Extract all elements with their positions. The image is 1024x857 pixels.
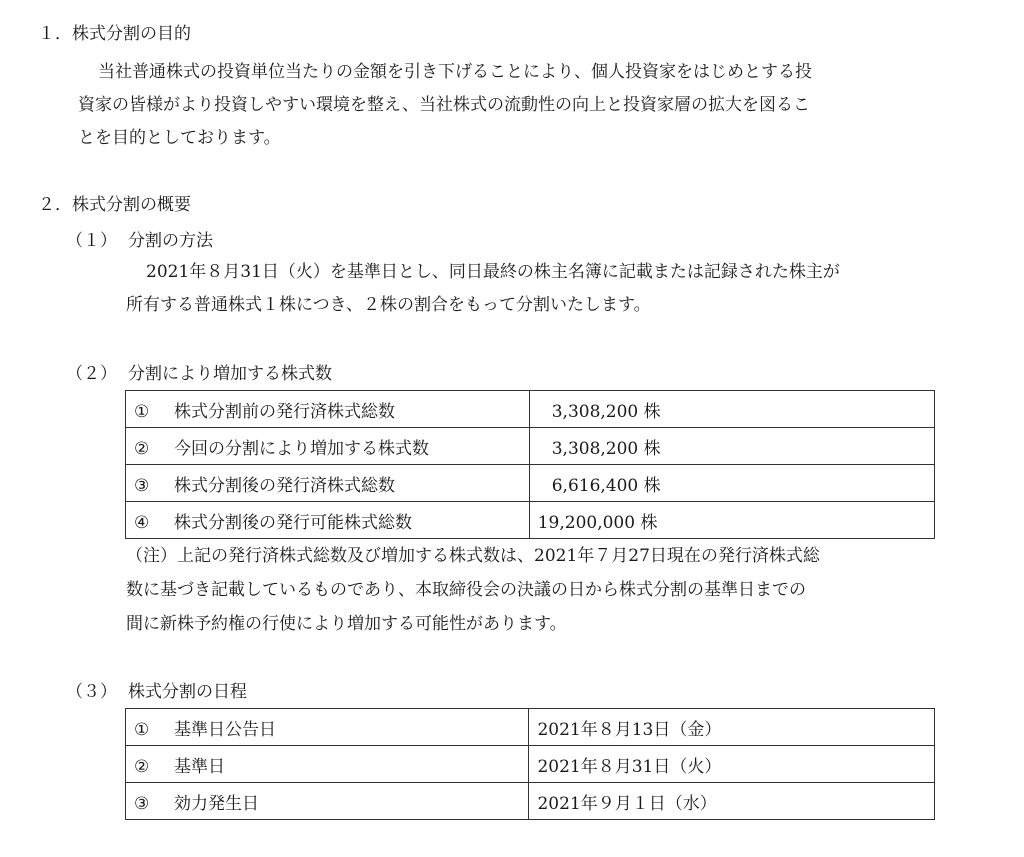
- row-value: 2021年８月13日（金）: [537, 719, 722, 740]
- row-value: 2021年９月１日（水）: [537, 793, 717, 814]
- sub1-line-2: 所有する普通株式１株につき、２株の割合をもって分割いたします。: [126, 295, 651, 315]
- note-line-3: 間に新株予約権の行使により増加する可能性があります。: [126, 614, 567, 634]
- row-value: 2021年８月31日（火）: [537, 756, 722, 777]
- table-cell-value: [529, 746, 935, 783]
- table-cell-label: [126, 709, 529, 746]
- sub2-title: 分割により増加する株式数: [128, 364, 332, 384]
- share-increase-table: [125, 390, 935, 539]
- row-mark: ①: [134, 401, 150, 422]
- table-cell-label: [126, 391, 530, 428]
- table-cell-value: [529, 783, 935, 820]
- schedule-table: [125, 708, 935, 820]
- table-cell-value: [529, 502, 934, 539]
- table-cell-label: [126, 783, 529, 820]
- note-line-1: （注）上記の発行済株式総数及び増加する株式数は、2021年７月27日現在の発行済株式総: [126, 546, 820, 566]
- row-mark: ②: [134, 438, 150, 459]
- table-cell-value: [529, 428, 934, 465]
- sub3-label: （３）: [66, 682, 117, 702]
- table-cell-value: [529, 465, 934, 502]
- row-value: 3,308,200 株: [551, 438, 661, 459]
- row-label: 基準日公告日: [174, 719, 276, 740]
- table-row: [126, 465, 935, 502]
- row-mark: ②: [134, 756, 150, 777]
- table-row: [126, 709, 935, 746]
- table-cell-value: [529, 709, 935, 746]
- note-line-2: 数に基づき記載しているものであり、本取締役会の決議の日から株式分割の基準日までの: [126, 580, 806, 600]
- table-cell-label: [126, 502, 530, 539]
- row-value: 3,308,200 株: [551, 401, 661, 422]
- section-1-line-1: 当社普通株式の投資単位当たりの金額を引き下げることにより、個人投資家をはじめとする投: [98, 62, 812, 82]
- table-cell-label: [126, 428, 530, 465]
- section-1-line-2: 資家の皆様がより投資しやすい環境を整え、当社株式の流動性の向上と投資家層の拡大を図るこ: [78, 95, 811, 115]
- row-label: 今回の分割により増加する株式数: [174, 438, 429, 459]
- row-label: 株式分割前の発行済株式総数: [174, 401, 395, 422]
- table-row: [126, 746, 935, 783]
- row-label: 株式分割後の発行済株式総数: [174, 475, 395, 496]
- row-mark: ①: [134, 719, 150, 740]
- sub1-label: （１）: [66, 231, 117, 251]
- table-cell-value: [529, 391, 934, 428]
- table-cell-label: [126, 746, 529, 783]
- table-cell-label: [126, 465, 530, 502]
- row-value: 6,616,400 株: [551, 475, 661, 496]
- table-row: [126, 783, 935, 820]
- sub3-title: 株式分割の日程: [128, 682, 247, 702]
- section-1-heading: １．株式分割の目的: [38, 24, 191, 44]
- row-mark: ③: [134, 793, 150, 814]
- section-2-heading: ２．株式分割の概要: [38, 195, 191, 215]
- table-row: [126, 502, 935, 539]
- row-mark: ③: [134, 475, 150, 496]
- row-label: 株式分割後の発行可能株式総数: [174, 512, 412, 533]
- table-row: [126, 391, 935, 428]
- section-1-line-3: とを目的としております。: [78, 128, 281, 148]
- sub1-line-1: 2021年８月31日（火）を基準日とし、同日最終の株主名簿に記載または記録された株主が: [146, 262, 840, 282]
- table-row: [126, 428, 935, 465]
- row-label: 基準日: [174, 756, 225, 777]
- row-label: 効力発生日: [174, 793, 259, 814]
- row-mark: ④: [134, 512, 150, 533]
- row-value: 19,200,000 株: [537, 512, 658, 533]
- sub1-title: 分割の方法: [128, 231, 213, 251]
- sub2-label: （２）: [66, 364, 117, 384]
